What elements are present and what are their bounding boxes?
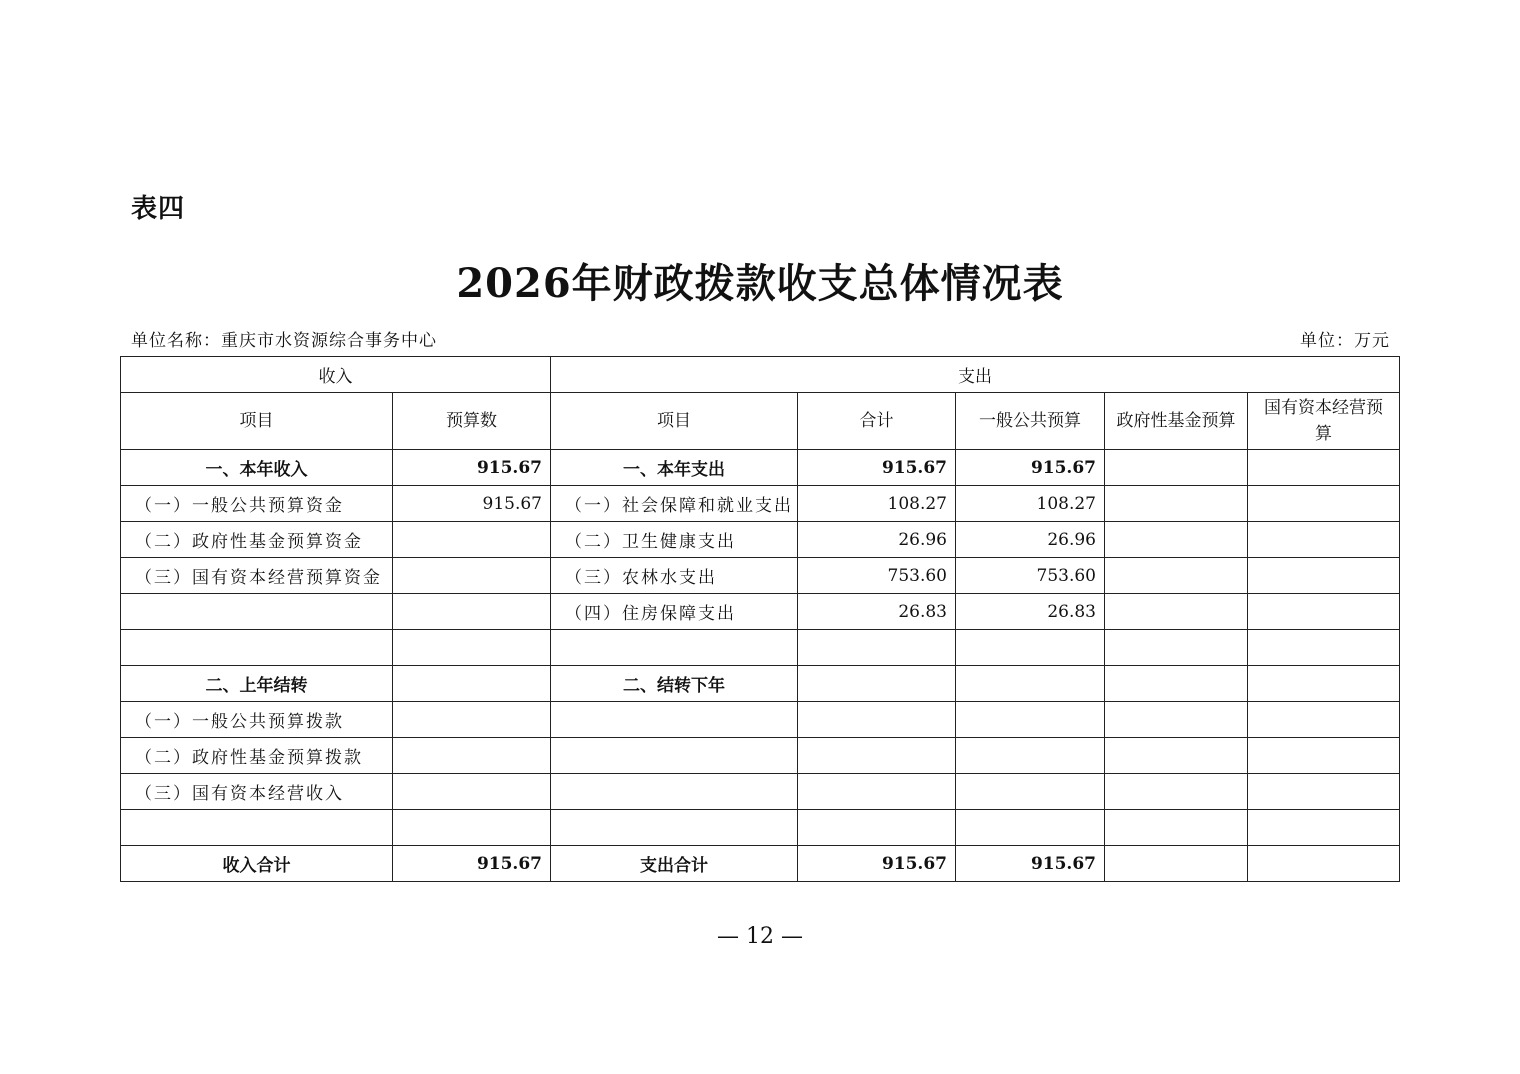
- page-number: — 12 —: [717, 924, 803, 949]
- unit-label: 单位：万元: [1300, 331, 1390, 351]
- cell-state-capital-budget: [1248, 486, 1400, 522]
- cell-general-budget: [956, 666, 1105, 702]
- cell-total: [798, 702, 956, 738]
- cell-state-capital-budget: [1248, 738, 1400, 774]
- column-header-row: [121, 393, 1400, 450]
- table-row: [121, 558, 1400, 594]
- cell-general-budget: 915.67: [956, 450, 1105, 486]
- cell-gov-fund-budget: [1105, 702, 1248, 738]
- cell-gov-fund-budget: [1105, 846, 1248, 882]
- cell-expense-item: 支出合计: [551, 846, 798, 882]
- table-row: [121, 594, 1400, 630]
- table-row: [121, 810, 1400, 846]
- expense-group-header: 支出: [551, 357, 1400, 393]
- cell-income-budget: [393, 810, 551, 846]
- cell-state-capital-budget: [1248, 558, 1400, 594]
- cell-total: [798, 738, 956, 774]
- cell-general-budget: 26.96: [956, 522, 1105, 558]
- cell-income-item: [121, 810, 393, 846]
- header-expense-item: 项目: [551, 393, 798, 450]
- group-header-row: [121, 357, 1400, 393]
- table-row: [121, 486, 1400, 522]
- cell-gov-fund-budget: [1105, 810, 1248, 846]
- cell-general-budget: 26.83: [956, 594, 1105, 630]
- cell-expense-item: （一）社会保障和就业支出: [551, 486, 798, 522]
- cell-income-budget: [393, 522, 551, 558]
- budget-table: [120, 356, 1400, 882]
- table-row: [121, 702, 1400, 738]
- header-total: 合计: [798, 393, 956, 450]
- table-row: [121, 522, 1400, 558]
- cell-gov-fund-budget: [1105, 594, 1248, 630]
- cell-expense-item: [551, 810, 798, 846]
- table-row: [121, 738, 1400, 774]
- income-group-header: 收入: [121, 357, 551, 393]
- cell-general-budget: 915.67: [956, 846, 1105, 882]
- cell-state-capital-budget: [1248, 594, 1400, 630]
- page-title: 2026年财政拨款收支总体情况表: [456, 260, 1064, 307]
- cell-total: [798, 774, 956, 810]
- header-income-item: 项目: [121, 393, 393, 450]
- cell-expense-item: [551, 774, 798, 810]
- cell-income-item: （二）政府性基金预算拨款: [121, 738, 393, 774]
- cell-state-capital-budget: [1248, 522, 1400, 558]
- cell-gov-fund-budget: [1105, 738, 1248, 774]
- unit-name: 单位名称：重庆市水资源综合事务中心: [131, 331, 437, 351]
- cell-total: 26.83: [798, 594, 956, 630]
- cell-income-budget: 915.67: [393, 486, 551, 522]
- cell-income-budget: [393, 774, 551, 810]
- cell-income-item: （一）一般公共预算拨款: [121, 702, 393, 738]
- cell-state-capital-budget: [1248, 666, 1400, 702]
- cell-state-capital-budget: [1248, 774, 1400, 810]
- cell-general-budget: 108.27: [956, 486, 1105, 522]
- cell-income-item: （三）国有资本经营预算资金: [121, 558, 393, 594]
- header-state-capital-budget: 国有资本经营预算: [1248, 393, 1400, 450]
- cell-total: [798, 630, 956, 666]
- cell-income-budget: [393, 702, 551, 738]
- cell-state-capital-budget: [1248, 702, 1400, 738]
- cell-expense-item: 一、本年支出: [551, 450, 798, 486]
- cell-expense-item: [551, 630, 798, 666]
- cell-gov-fund-budget: [1105, 774, 1248, 810]
- cell-income-budget: [393, 738, 551, 774]
- cell-gov-fund-budget: [1105, 486, 1248, 522]
- cell-total: 108.27: [798, 486, 956, 522]
- cell-income-budget: [393, 558, 551, 594]
- table-row: [121, 774, 1400, 810]
- cell-gov-fund-budget: [1105, 666, 1248, 702]
- cell-gov-fund-budget: [1105, 558, 1248, 594]
- cell-expense-item: （四）住房保障支出: [551, 594, 798, 630]
- cell-general-budget: 753.60: [956, 558, 1105, 594]
- cell-income-item: （一）一般公共预算资金: [121, 486, 393, 522]
- cell-general-budget: [956, 774, 1105, 810]
- cell-income-budget: 915.67: [393, 846, 551, 882]
- cell-expense-item: [551, 738, 798, 774]
- cell-income-budget: [393, 666, 551, 702]
- cell-income-item: [121, 594, 393, 630]
- cell-expense-item: 二、结转下年: [551, 666, 798, 702]
- table-row: [121, 666, 1400, 702]
- cell-income-budget: 915.67: [393, 450, 551, 486]
- cell-general-budget: [956, 738, 1105, 774]
- cell-income-item: （二）政府性基金预算资金: [121, 522, 393, 558]
- table-row: [121, 846, 1400, 882]
- table-row: [121, 450, 1400, 486]
- cell-general-budget: [956, 702, 1105, 738]
- cell-gov-fund-budget: [1105, 450, 1248, 486]
- cell-total: 915.67: [798, 450, 956, 486]
- cell-general-budget: [956, 630, 1105, 666]
- cell-gov-fund-budget: [1105, 522, 1248, 558]
- cell-expense-item: [551, 702, 798, 738]
- cell-state-capital-budget: [1248, 810, 1400, 846]
- cell-total: [798, 666, 956, 702]
- table-label: 表四: [131, 194, 186, 224]
- cell-total: 26.96: [798, 522, 956, 558]
- cell-expense-item: （二）卫生健康支出: [551, 522, 798, 558]
- cell-income-item: 收入合计: [121, 846, 393, 882]
- cell-expense-item: （三）农林水支出: [551, 558, 798, 594]
- header-income-budget: 预算数: [393, 393, 551, 450]
- cell-income-budget: [393, 630, 551, 666]
- cell-total: [798, 810, 956, 846]
- cell-general-budget: [956, 810, 1105, 846]
- cell-income-item: [121, 630, 393, 666]
- cell-state-capital-budget: [1248, 630, 1400, 666]
- cell-state-capital-budget: [1248, 450, 1400, 486]
- cell-income-item: 一、本年收入: [121, 450, 393, 486]
- cell-total: 753.60: [798, 558, 956, 594]
- cell-income-item: 二、上年结转: [121, 666, 393, 702]
- cell-total: 915.67: [798, 846, 956, 882]
- cell-income-budget: [393, 594, 551, 630]
- header-gov-fund-budget: 政府性基金预算: [1105, 393, 1248, 450]
- table-row: [121, 630, 1400, 666]
- cell-state-capital-budget: [1248, 846, 1400, 882]
- cell-gov-fund-budget: [1105, 630, 1248, 666]
- header-general-budget: 一般公共预算: [956, 393, 1105, 450]
- cell-income-item: （三）国有资本经营收入: [121, 774, 393, 810]
